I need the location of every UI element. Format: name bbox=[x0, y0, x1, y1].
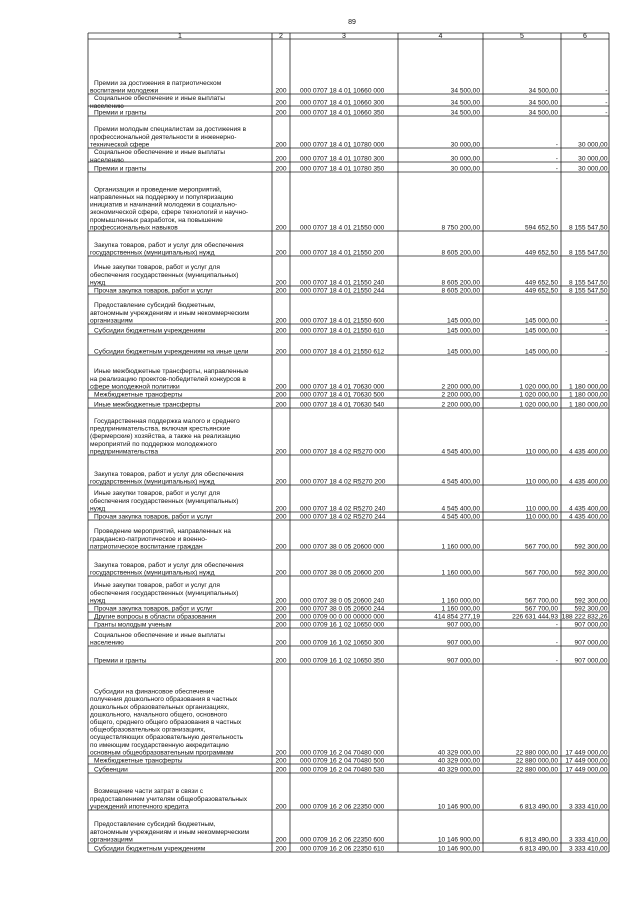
row-value-executed: 145 000,00 bbox=[524, 327, 558, 335]
row-description-line: Межбюджетные трансферты bbox=[94, 757, 183, 765]
row-value-remaining: 907 000,00 bbox=[574, 639, 608, 647]
row-value-executed: 6 813 490,00 bbox=[519, 836, 558, 844]
row-code: 200 bbox=[275, 757, 287, 765]
row-description-line: предпринимательства, включая крестьянские bbox=[90, 425, 230, 433]
row-description-line: Социальное обеспечение и иные выплаты bbox=[94, 149, 225, 157]
row-code: 200 bbox=[275, 383, 287, 391]
row-description-line: профессиональной деятельности в инженерно- bbox=[90, 133, 237, 141]
row-description-line: Иные межбюджетные трансферты bbox=[94, 401, 201, 409]
row-value-remaining: 592 300,00 bbox=[574, 543, 608, 551]
row-description-line: Прочая закупка товаров, работ и услуг bbox=[94, 513, 213, 521]
row-classification-code: 000 0707 18 4 01 70630 540 bbox=[300, 401, 385, 409]
row-description-line: Иные закупки товаров, работ и услуг для bbox=[94, 582, 220, 590]
row-description-line: Закупка товаров, работ и услуг для обеспечения bbox=[94, 241, 244, 249]
row-value-remaining: 907 000,00 bbox=[574, 657, 608, 665]
row-description-line: Предоставление субсидий бюджетным, bbox=[94, 302, 216, 310]
row-classification-code: 000 0707 18 4 01 21550 600 bbox=[300, 317, 385, 325]
row-description-line: Премии и гранты bbox=[94, 657, 147, 665]
row-classification-code: 000 0707 18 4 01 10780 350 bbox=[300, 165, 385, 173]
row-description-line: Прочая закупка товаров, работ и услуг bbox=[94, 287, 213, 295]
row-value-executed: 567 700,00 bbox=[524, 597, 558, 605]
row-description-line: Иные закупки товаров, работ и услуг для bbox=[94, 264, 220, 272]
row-code: 200 bbox=[275, 249, 287, 257]
row-code: 200 bbox=[275, 155, 287, 163]
row-value-remaining: - bbox=[605, 348, 608, 356]
row-value-executed: 145 000,00 bbox=[524, 348, 558, 356]
row-code: 200 bbox=[275, 317, 287, 325]
row-description-line: Прочая закупка товаров, работ и услуг bbox=[94, 605, 213, 613]
row-value-approved: 1 160 000,00 bbox=[441, 597, 480, 605]
row-value-executed: 6 813 490,00 bbox=[519, 803, 558, 811]
row-value-remaining: 4 435 400,00 bbox=[568, 448, 608, 456]
row-description-line: Государственная поддержка малого и среднего bbox=[94, 418, 240, 425]
row-description-line: мероприятий по поддержке молодежного bbox=[90, 440, 217, 448]
row-description-line: Предоставление субсидий бюджетным, bbox=[94, 821, 216, 829]
table-row bbox=[94, 390, 608, 398]
row-classification-code: 000 0709 16 2 04 70480 000 bbox=[300, 749, 385, 757]
row-description-line: организациям bbox=[90, 317, 133, 325]
row-code: 200 bbox=[275, 279, 287, 287]
row-value-remaining: 1 180 000,00 bbox=[568, 401, 608, 409]
row-value-executed: 34 500,00 bbox=[528, 87, 558, 95]
row-classification-code: 000 0707 38 0 05 20600 244 bbox=[300, 605, 385, 613]
row-classification-code: 000 0709 00 0 00 00000 000 bbox=[300, 613, 385, 621]
row-value-approved: 907 000,00 bbox=[446, 621, 480, 629]
row-description-line: Проведение мероприятий, направленных на bbox=[94, 528, 231, 536]
row-classification-code: 000 0707 18 4 01 21550 612 bbox=[300, 348, 385, 356]
row-value-executed: 110 000,00 bbox=[525, 505, 558, 513]
row-description-line: основным общеобразовательным программам bbox=[90, 749, 234, 757]
row-value-executed: - bbox=[555, 657, 558, 665]
row-value-remaining: 592 300,00 bbox=[574, 605, 608, 613]
row-description-line: по имеющим государственную аккредитацию bbox=[90, 741, 229, 749]
row-value-approved: 2 200 000,00 bbox=[441, 391, 480, 399]
row-value-approved: 145 000,00 bbox=[446, 317, 480, 325]
table-row bbox=[94, 756, 608, 764]
row-value-approved: 30 000,00 bbox=[450, 155, 480, 163]
row-code: 200 bbox=[275, 165, 287, 173]
row-code: 200 bbox=[275, 109, 287, 117]
row-value-approved: 8 605 200,00 bbox=[441, 249, 480, 257]
column-header: 6 bbox=[583, 32, 587, 40]
row-code: 200 bbox=[275, 478, 287, 486]
row-code: 200 bbox=[275, 657, 287, 665]
row-classification-code: 000 0709 16 2 06 22350 600 bbox=[300, 836, 385, 844]
row-code: 200 bbox=[275, 513, 287, 521]
row-value-executed: 34 500,00 bbox=[528, 109, 558, 117]
row-value-remaining: 4 435 400,00 bbox=[568, 513, 608, 521]
row-value-executed: 22 880 000,00 bbox=[515, 757, 558, 765]
row-description-line: общеобразовательных организациях, bbox=[90, 726, 206, 734]
row-value-executed: - bbox=[555, 155, 558, 163]
column-header: 2 bbox=[279, 32, 283, 40]
row-value-approved: 40 329 000,00 bbox=[437, 766, 480, 774]
row-value-executed: 110 000,00 bbox=[525, 478, 558, 486]
row-description-line: нужд bbox=[90, 279, 106, 287]
row-value-remaining: 30 000,00 bbox=[578, 155, 608, 163]
row-classification-code: 000 0707 18 4 01 21550 244 bbox=[300, 287, 385, 295]
row-value-executed: 449 652,50 bbox=[524, 279, 558, 287]
row-classification-code: 000 0707 18 4 02 R5270 240 bbox=[300, 505, 386, 513]
row-value-remaining: 592 300,00 bbox=[574, 597, 608, 605]
row-value-approved: 4 545 400,00 bbox=[441, 513, 480, 521]
row-classification-code: 000 0707 18 4 01 21550 610 bbox=[300, 327, 385, 335]
row-description-line: Закупка товаров, работ и услуг для обеспечения bbox=[94, 561, 244, 569]
row-code: 200 bbox=[275, 448, 287, 456]
row-description-line: инициатив и начинаний молодежи в социально- bbox=[90, 201, 238, 209]
row-value-approved: 8 605 200,00 bbox=[441, 287, 480, 295]
row-value-approved: 414 854 277,19 bbox=[434, 613, 480, 621]
row-code: 200 bbox=[275, 803, 287, 811]
row-classification-code: 000 0707 18 4 02 R5270 244 bbox=[300, 513, 386, 521]
column-header: 1 bbox=[178, 32, 182, 40]
row-description-line: Возмещение части затрат в связи с bbox=[94, 788, 204, 796]
row-value-remaining: 8 155 547,50 bbox=[568, 224, 608, 232]
row-value-approved: 10 146 900,00 bbox=[437, 803, 480, 811]
row-value-remaining: - bbox=[605, 317, 608, 325]
row-classification-code: 000 0709 16 2 06 22350 000 bbox=[300, 803, 385, 811]
row-code: 200 bbox=[275, 749, 287, 757]
row-description-line: Организация и проведение мероприятий, bbox=[94, 186, 222, 194]
row-value-remaining: 30 000,00 bbox=[578, 141, 608, 149]
row-code: 200 bbox=[275, 613, 287, 621]
row-value-executed: 567 700,00 bbox=[524, 543, 558, 551]
row-value-executed: 110 000,00 bbox=[525, 448, 558, 456]
row-classification-code: 000 0707 18 4 01 21550 240 bbox=[300, 279, 385, 287]
row-value-executed: 1 020 000,00 bbox=[519, 401, 558, 409]
row-value-remaining: 3 333 410,00 bbox=[568, 803, 608, 811]
row-classification-code: 000 0709 16 1 02 10650 350 bbox=[300, 657, 385, 665]
row-description-line: направленных на поддержку и популяризацию bbox=[90, 194, 234, 201]
row-classification-code: 000 0707 18 4 01 21550 000 bbox=[300, 224, 385, 232]
row-description-line: осуществляющих образовательную деятельность bbox=[90, 734, 244, 742]
row-value-approved: 2 200 000,00 bbox=[441, 401, 480, 409]
row-description-line: Иные закупки товаров, работ и услуг для bbox=[94, 490, 220, 498]
row-value-approved: 30 000,00 bbox=[450, 165, 480, 173]
row-classification-code: 000 0707 18 4 01 10660 000 bbox=[300, 87, 385, 95]
row-classification-code: 000 0707 18 4 01 70630 000 bbox=[300, 383, 385, 391]
row-description-line: промышленных разработок, на повышение bbox=[90, 216, 223, 224]
row-description-line: Субсидии бюджетным учреждениям на иные цели bbox=[94, 348, 249, 356]
row-classification-code: 000 0709 16 2 04 70480 530 bbox=[300, 766, 385, 774]
row-classification-code: 000 0707 18 4 02 R5270 000 bbox=[300, 448, 386, 456]
row-value-remaining: 8 155 547,50 bbox=[568, 279, 608, 287]
row-value-remaining: - bbox=[605, 87, 608, 95]
row-value-approved: 907 000,00 bbox=[446, 639, 480, 647]
row-code: 200 bbox=[275, 639, 287, 647]
table-row bbox=[94, 400, 608, 408]
row-description-line: автономным учреждениям и иным некоммерческим bbox=[90, 828, 250, 836]
row-value-executed: 449 652,50 bbox=[524, 287, 558, 295]
row-value-approved: 2 200 000,00 bbox=[441, 383, 480, 391]
row-description-line: дошкольных образовательных организациях, bbox=[90, 703, 229, 711]
table-row bbox=[94, 844, 608, 852]
row-value-executed: - bbox=[555, 639, 558, 647]
row-value-remaining: 8 155 547,50 bbox=[568, 287, 608, 295]
row-code: 200 bbox=[275, 845, 287, 853]
row-value-executed: 226 631 444,93 bbox=[512, 613, 558, 621]
row-description-line: обеспечения государственных (муниципальных) bbox=[90, 589, 239, 597]
row-description-line: государственных (муниципальных) нужд bbox=[90, 249, 215, 257]
row-classification-code: 000 0707 38 0 05 20600 240 bbox=[300, 597, 385, 605]
row-value-remaining: 188 222 832,26 bbox=[561, 613, 608, 621]
row-description-line: Иные межбюджетные трансферты, направленные bbox=[94, 368, 249, 376]
row-description-line: населению bbox=[90, 156, 124, 164]
row-value-executed: - bbox=[555, 141, 558, 149]
row-description-line: на реализацию проектов-победителей конкурсов в bbox=[90, 375, 246, 383]
row-value-executed: 567 700,00 bbox=[524, 605, 558, 613]
row-classification-code: 000 0709 16 2 04 70480 500 bbox=[300, 757, 385, 765]
row-code: 200 bbox=[275, 836, 287, 844]
row-value-approved: 8 605 200,00 bbox=[441, 279, 480, 287]
row-value-executed: 6 813 490,00 bbox=[519, 845, 558, 853]
row-code: 200 bbox=[275, 348, 287, 356]
row-classification-code: 000 0707 18 4 01 21550 200 bbox=[300, 249, 385, 257]
row-classification-code: 000 0707 18 4 01 10780 300 bbox=[300, 155, 385, 163]
row-description-line: учреждений ипотечного кредита bbox=[90, 803, 189, 811]
row-code: 200 bbox=[275, 621, 287, 629]
column-header: 4 bbox=[438, 32, 443, 40]
row-code: 200 bbox=[275, 99, 287, 107]
row-description-line: (фермерские) хозяйства, а также на реализацию bbox=[90, 433, 241, 441]
row-value-remaining: 17 449 000,00 bbox=[565, 766, 608, 774]
row-description-line: обеспечения государственных (муниципальных) bbox=[90, 497, 239, 505]
row-value-executed: 22 880 000,00 bbox=[515, 749, 558, 757]
row-value-approved: 40 329 000,00 bbox=[437, 749, 480, 757]
table-row bbox=[94, 286, 608, 294]
table-row bbox=[94, 512, 608, 520]
row-value-remaining: 1 180 000,00 bbox=[568, 383, 608, 391]
row-classification-code: 000 0707 18 4 01 70630 500 bbox=[300, 391, 385, 399]
table-row bbox=[94, 347, 608, 355]
row-code: 200 bbox=[275, 543, 287, 551]
row-value-approved: 1 160 000,00 bbox=[441, 605, 480, 613]
row-value-approved: 30 000,00 bbox=[450, 141, 480, 149]
row-value-executed: 449 652,50 bbox=[524, 249, 558, 257]
row-value-remaining: 8 155 547,50 bbox=[568, 249, 608, 257]
row-description-line: Межбюджетные трансферты bbox=[94, 391, 183, 399]
row-description-line: Другие вопросы в области образования bbox=[94, 613, 216, 621]
row-description-line: Субсидии бюджетным учреждениям bbox=[94, 327, 206, 335]
row-value-approved: 4 545 400,00 bbox=[441, 478, 480, 486]
row-description-line: Премии за достижения в патриотическом bbox=[94, 79, 222, 87]
page-number: 89 bbox=[348, 19, 356, 26]
row-value-executed: 110 000,00 bbox=[525, 513, 558, 521]
row-classification-code: 000 0709 16 1 02 10650 000 bbox=[300, 621, 385, 629]
row-description-line: Премии и гранты bbox=[94, 165, 147, 173]
row-value-executed: 1 020 000,00 bbox=[519, 383, 558, 391]
row-description-line: гражданско-патриотическое и военно- bbox=[90, 535, 208, 543]
row-value-approved: 10 146 900,00 bbox=[437, 836, 480, 844]
row-value-approved: 34 500,00 bbox=[450, 99, 480, 107]
row-description-line: Закупка товаров, работ и услуг для обеспечения bbox=[94, 470, 244, 478]
row-description-line: технической сфере bbox=[90, 141, 150, 149]
table-row bbox=[94, 604, 608, 612]
row-description-line: экономической сфере, сфере технологий и научно- bbox=[90, 209, 249, 217]
row-value-remaining: 592 300,00 bbox=[574, 569, 608, 577]
row-description-line: автономным учреждениям и иным некоммерческим bbox=[90, 309, 250, 317]
row-value-remaining: 4 435 400,00 bbox=[568, 505, 608, 513]
row-value-approved: 10 146 900,00 bbox=[437, 845, 480, 853]
row-description-line: Социальное обеспечение и иные выплаты bbox=[94, 95, 225, 103]
row-description-line: нужд bbox=[90, 505, 106, 513]
row-description-line: Субсидии на финансовое обеспечение bbox=[94, 688, 215, 696]
row-classification-code: 000 0709 16 1 02 10650 300 bbox=[300, 639, 385, 647]
row-code: 200 bbox=[275, 569, 287, 577]
row-value-executed: 567 700,00 bbox=[524, 569, 558, 577]
row-code: 200 bbox=[275, 766, 287, 774]
row-value-approved: 34 500,00 bbox=[450, 87, 480, 95]
row-description-line: патриотическое воспитание граждан bbox=[90, 543, 203, 551]
row-classification-code: 000 0707 18 4 02 R5270 200 bbox=[300, 478, 386, 486]
row-description-line: Социальное обеспечение и иные выплаты bbox=[94, 631, 225, 639]
row-description-line: получения дошкольного образования в частных bbox=[90, 696, 238, 704]
row-classification-code: 000 0707 18 4 01 10660 350 bbox=[300, 109, 385, 117]
row-value-remaining: 907 000,00 bbox=[574, 621, 608, 629]
row-classification-code: 000 0707 18 4 01 10780 000 bbox=[300, 141, 385, 149]
row-classification-code: 000 0709 16 2 06 22350 610 bbox=[300, 845, 385, 853]
row-value-approved: 8 750 200,00 bbox=[441, 224, 480, 232]
row-description-line: Премии молодым специалистам за достижения в bbox=[94, 126, 247, 134]
row-value-approved: 4 545 400,00 bbox=[441, 505, 480, 513]
row-value-approved: 4 545 400,00 bbox=[441, 448, 480, 456]
column-header: 3 bbox=[342, 32, 346, 40]
table-row bbox=[94, 612, 608, 620]
row-value-remaining: 17 449 000,00 bbox=[565, 757, 608, 765]
row-description-line: профессиональных навыков bbox=[90, 224, 178, 232]
row-code: 200 bbox=[275, 597, 287, 605]
row-description-line: Гранты молодым ученым bbox=[94, 621, 172, 629]
row-description-line: воспитании молодежи bbox=[90, 87, 159, 95]
row-value-approved: 145 000,00 bbox=[446, 327, 480, 335]
row-code: 200 bbox=[275, 327, 287, 335]
row-value-remaining: - bbox=[605, 99, 608, 107]
row-code: 200 bbox=[275, 87, 287, 95]
row-value-remaining: 3 333 410,00 bbox=[568, 836, 608, 844]
row-description-line: предоставлением учителям общеобразовательных bbox=[90, 795, 248, 803]
row-code: 200 bbox=[275, 287, 287, 295]
row-description-line: государственных (муниципальных) нужд bbox=[90, 569, 215, 577]
row-value-remaining: - bbox=[605, 327, 608, 335]
row-value-executed: - bbox=[555, 621, 558, 629]
row-classification-code: 000 0707 38 0 05 20600 000 bbox=[300, 543, 385, 551]
row-code: 200 bbox=[275, 141, 287, 149]
row-description-line: Субвенции bbox=[94, 766, 128, 774]
row-code: 200 bbox=[275, 605, 287, 613]
row-value-remaining: 3 333 410,00 bbox=[568, 845, 608, 853]
row-code: 200 bbox=[275, 505, 287, 513]
row-value-approved: 34 500,00 bbox=[450, 109, 480, 117]
row-value-executed: 1 020 000,00 bbox=[519, 391, 558, 399]
row-value-approved: 40 329 000,00 bbox=[437, 757, 480, 765]
row-value-approved: 1 160 000,00 bbox=[441, 569, 480, 577]
row-value-remaining: 1 180 000,00 bbox=[568, 391, 608, 399]
row-value-executed: 145 000,00 bbox=[524, 317, 558, 325]
row-code: 200 bbox=[275, 391, 287, 399]
row-description-line: сфере молодежной политики bbox=[90, 383, 180, 391]
row-code: 200 bbox=[275, 224, 287, 232]
row-description-line: предпринимательства bbox=[90, 448, 158, 456]
row-value-remaining: 30 000,00 bbox=[578, 165, 608, 173]
row-classification-code: 000 0707 38 0 05 20600 200 bbox=[300, 569, 385, 577]
row-value-approved: 1 160 000,00 bbox=[441, 543, 480, 551]
row-value-remaining: 4 435 400,00 bbox=[568, 478, 608, 486]
row-description-line: Премии и гранты bbox=[94, 109, 147, 117]
row-description-line: населению bbox=[90, 102, 124, 110]
row-description-line: общего, среднего общего образования в частных bbox=[90, 719, 242, 726]
row-value-remaining: - bbox=[605, 109, 608, 117]
row-description-line: нужд bbox=[90, 597, 106, 605]
row-value-approved: 907 000,00 bbox=[446, 657, 480, 665]
row-code: 200 bbox=[275, 401, 287, 409]
row-description-line: дошкольного, начального общего, основного bbox=[90, 711, 228, 719]
row-value-approved: 145 000,00 bbox=[446, 348, 480, 356]
row-classification-code: 000 0707 18 4 01 10660 300 bbox=[300, 99, 385, 107]
row-description-line: населению bbox=[90, 639, 124, 647]
row-description-line: обеспечения государственных (муниципальных) bbox=[90, 271, 239, 279]
row-value-remaining: 17 449 000,00 bbox=[565, 749, 608, 757]
row-value-executed: 34 500,00 bbox=[528, 99, 558, 107]
row-description-line: Субсидии бюджетным учреждениям bbox=[94, 845, 206, 853]
column-header: 5 bbox=[520, 32, 524, 40]
row-value-executed: 22 880 000,00 bbox=[515, 766, 558, 774]
row-description-line: государственных (муниципальных) нужд bbox=[90, 478, 215, 486]
row-value-executed: 594 652,50 bbox=[524, 224, 558, 232]
table-row bbox=[94, 326, 608, 334]
row-value-executed: - bbox=[555, 165, 558, 173]
row-description-line: организациям bbox=[90, 836, 133, 844]
